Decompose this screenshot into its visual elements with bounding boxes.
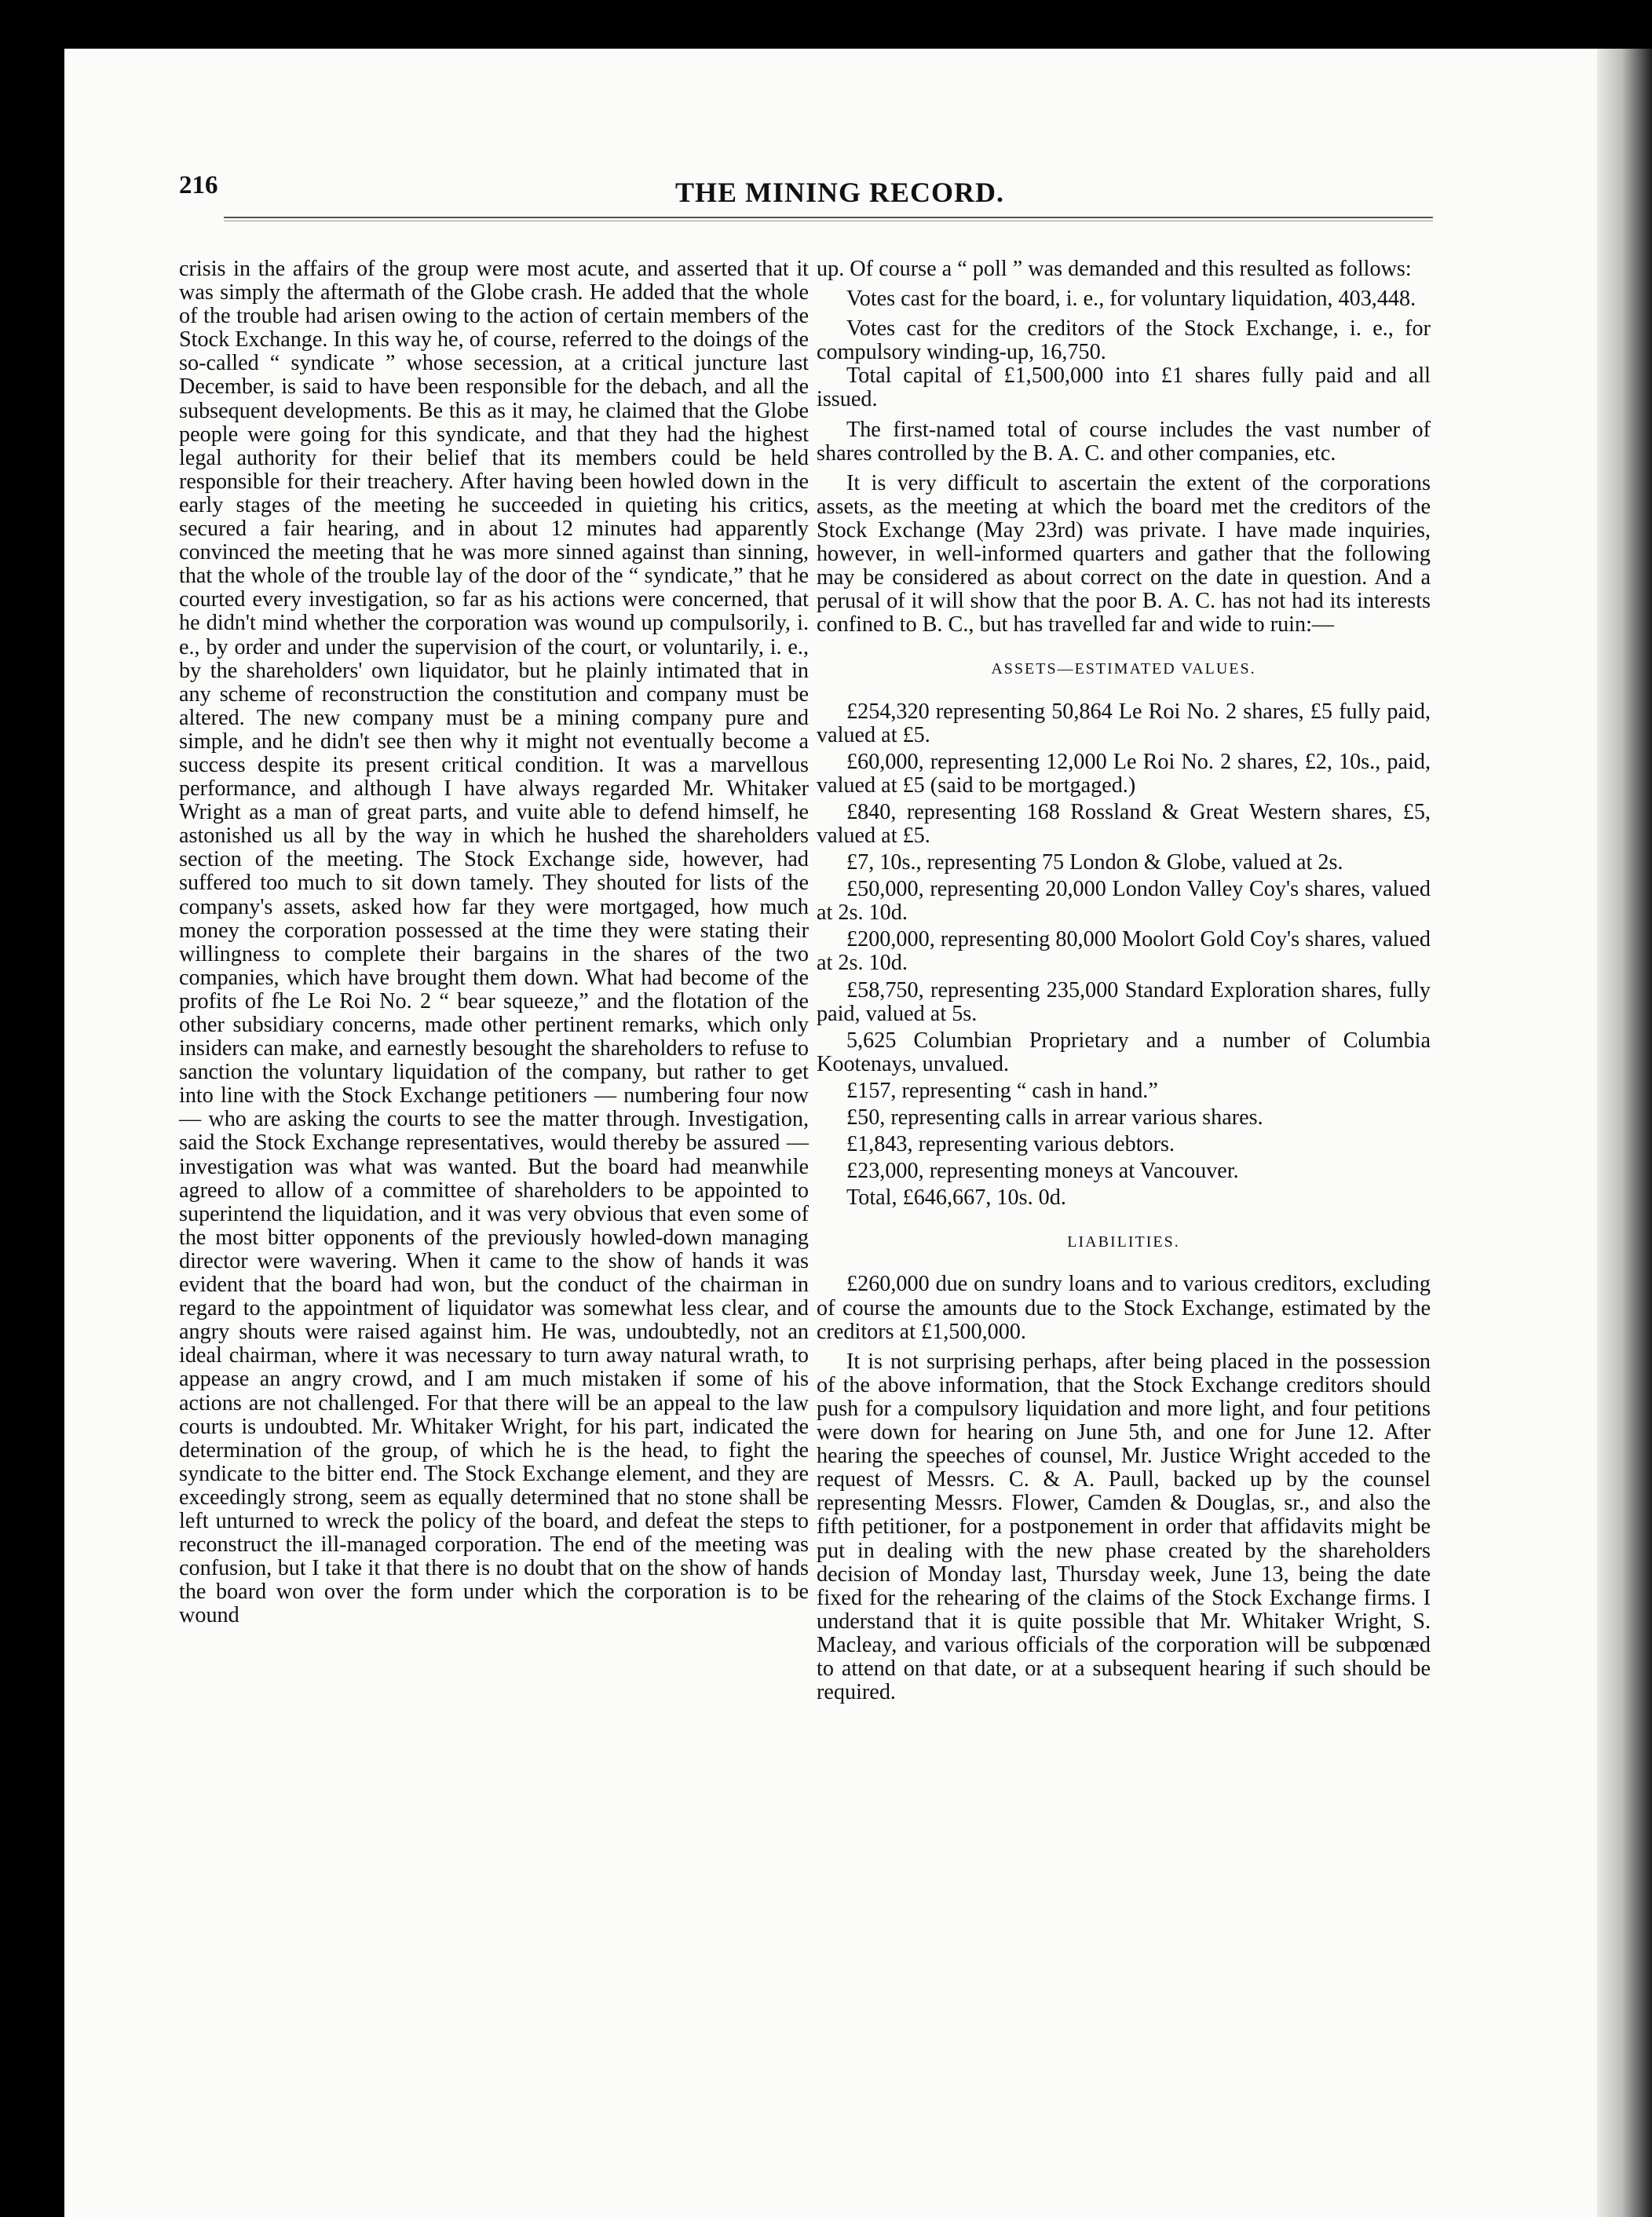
assets-intro-paragraph: It is very difficult to ascertain the extent of the corporations assets, as the meeting at which the board met the creditors of the Stock Exchange (May 23rd) was private. I have made inquiries, however, in well-informed quarters and gather that the following may be considered as about correct on the date in question. And a perusal of it will show that the poor B. A. C. has not had its interests confined to B. C., but has travelled far and wide to ruin:— <box>817 470 1431 637</box>
asset-item: £58,750, representing 235,000 Standard Exploration shares, fully paid, valued at 5s. <box>817 977 1431 1026</box>
asset-item: 5,625 Columbian Proprietary and a number of Columbia Kootenays, unvalued. <box>817 1028 1431 1076</box>
shares-note-paragraph: The first-named total of course includes the vast number of shares controlled by the B. A. C. and other companies, etc. <box>817 417 1431 466</box>
right-column <box>817 257 1431 1704</box>
votes-creditors-paragraph: Votes cast for the creditors of the Stock Exchange, i. e., for compulsory winding-up, 16,750. <box>817 316 1431 365</box>
asset-item: £200,000, representing 80,000 Moolort Gold Coy's shares, valued at 2s. 10d. <box>817 927 1431 976</box>
votes-board-paragraph: Votes cast for the board, i. e., for voluntary liquidation, 403,448. <box>846 287 1416 312</box>
page-edge-shadow <box>1597 49 1652 2217</box>
asset-item: £50,000, representing 20,000 London Valley Coy's shares, valued at 2s. 10d. <box>817 877 1431 926</box>
left-column <box>179 257 809 1627</box>
asset-item: £254,320 representing 50,864 Le Roi No. 2 shares, £5 fully paid, valued at £5. <box>817 699 1431 747</box>
journal-title: THE MINING RECORD. <box>675 177 1005 208</box>
left-paragraph: crisis in the affairs of the group were most acute, and asserted that it was simply the aftermath of the Globe crash. He added that the whole of the trouble had arisen owing to the action of certain members of the Stock Exchange. In this way he, of course, referred to the doings of the so-called “ syndicate ” whose secession, at a critical juncture last December, is said to have been responsible for the debach, and all the subsequent developments. Be this as it may, he claimed that the Globe people were going for this syndicate, and that they had the highest legal authority for their belief that its members could be held responsible for their treachery. After having been howled down in the early stages of the meeting he succeeded in quieting his critics, secured a fair hearing, and in about 12 minutes had apparently convinced the meeting that he was more sinned against than sinning, that the whole of the trouble lay of the door of the “ syndicate,” that he courted every investigation, so far as his actions were concerned, that he didn't mind whether the corporation was wound up compulsorily, i. e., by order and under the supervision of the court, or voluntarily, i. e., by the shareholders' own liquidator, but he plainly intimated that in any scheme of reconstruction the constitution and company must be altered. The new company must be a mining company pure and simple, and he didn't see then why it might not eventually become a success despite its present critical condition. It was a marvellous performance, and although I have always regarded Mr. Whitaker Wright as a man of great parts, and vuite able to defend himself, he astonished us all by the way in which he hushed the shareholders section of the meeting. The Stock Exchange side, however, had suffered too much to sit down tamely. They shouted for lists of the company's assets, asked how far they were mortgaged, how much money the corporation possessed at the time they were stating their willingness to complete their bargains in the shares of the two companies, which have brought them down. What had become of the profits of fhe Le Roi No. 2 “ bear squeeze,” and the flotation of the other subsidiary concerns, made other pertinent remarks, which only insiders can make, and earnestly besought the shareholders to refuse to sanction the voluntary liquidation of the company, but rather to get into line with the Stock Exchange petitioners — numbering four now — who are asking the courts to see the matter through. Investigation, said the Stock Exchange representatives, would thereby be assured — investigation was what was wanted. But the board had meanwhile agreed to allow of a committee of shareholders to be appointed to superintend the liquidation, and it was very obvious that even some of the most bitter opponents of the previously howled-down managing director were wavering. When it came to the show of hands it was evident that the board had won, but the conduct of the chairman in regard to the appointment of liquidator was somewhat less clear, and angry shouts were raised against him. He was, undoubtedly, not an ideal chairman, where it was necessary to turn away natural wrath, to appease an angry crowd, and I am much mistaken if some of his actions are not challenged. For that there will be an appeal to the law courts is undoubted. Mr. Whitaker Wright, for his part, indicated the determination of the group, of which he is the head, to fight the syndicate to the bitter end. The Stock Exchange element, and they are exceedingly strong, seem as equally determined that no stone shall be left unturned to wreck the policy of the board, and defeat the steps to reconstruct the ill-managed corporation. The end of the meeting was confusion, but I take it that there is no doubt that on the show of hands the board won over the form under which the corporation is to be wound <box>179 257 809 1628</box>
asset-item: £23,000, representing moneys at Vancouver. <box>846 1159 1239 1184</box>
assets-heading: ASSETS—ESTIMATED VALUES. <box>991 660 1256 678</box>
page-number: 216 <box>179 171 218 199</box>
liabilities-heading: LIABILITIES. <box>1067 1233 1180 1251</box>
poll-intro-paragraph: up. Of course a “ poll ” was demanded and this resulted as follows: <box>817 257 1412 281</box>
asset-item: £60,000, representing 12,000 Le Roi No. 2 shares, £2, 10s., paid, valued at £5 (said to be mortgaged.) <box>817 749 1431 798</box>
asset-item: £50, representing calls in arrear various shares. <box>846 1105 1263 1130</box>
asset-item: £1,843, representing various debtors. <box>846 1132 1175 1157</box>
header-rule <box>224 217 1433 218</box>
asset-item: £7, 10s., representing 75 London & Globe, valued at 2s. <box>846 850 1343 875</box>
closing-paragraph: It is not surprising perhaps, after being placed in the possession of the above information, that the Stock Exchange creditors should push for a compulsory liquidation and more light, and four petitions were down for hearing on June 5th, and one for June 12. After hearing the speeches of counsel, Mr. Justice Wright acceded to the request of Messrs. C. & A. Paull, backed up by the counsel representing Messrs. Flower, Camden & Douglas, sr., and also the fifth petitioner, for a postponement in order that affidavits might be put in dealing with the new phase created by the shareholders decision of Monday last, Thursday week, June 13, being the date fixed for the rehearing of the claims of the Stock Exchange firms. I understand that it is quite possible that Mr. Whitaker Wright, S. Macleay, and various officials of the corporation will be subpœnæd to attend on that date, or at a subsequent hearing if such should be required. <box>817 1349 1431 1705</box>
liability-item: £260,000 due on sundry loans and to various creditors, excluding of course the amounts due to the Stock Exchange, estimated by the creditors at £1,500,000. <box>817 1272 1431 1344</box>
assets-total: Total, £646,667, 10s. 0d. <box>846 1185 1066 1211</box>
asset-item: £840, representing 168 Rossland & Great Western shares, £5, valued at £5. <box>817 799 1431 848</box>
total-capital-paragraph: Total capital of £1,500,000 into £1 shares fully paid and all issued. <box>817 363 1431 412</box>
asset-item: £157, representing “ cash in hand.” <box>846 1078 1158 1103</box>
